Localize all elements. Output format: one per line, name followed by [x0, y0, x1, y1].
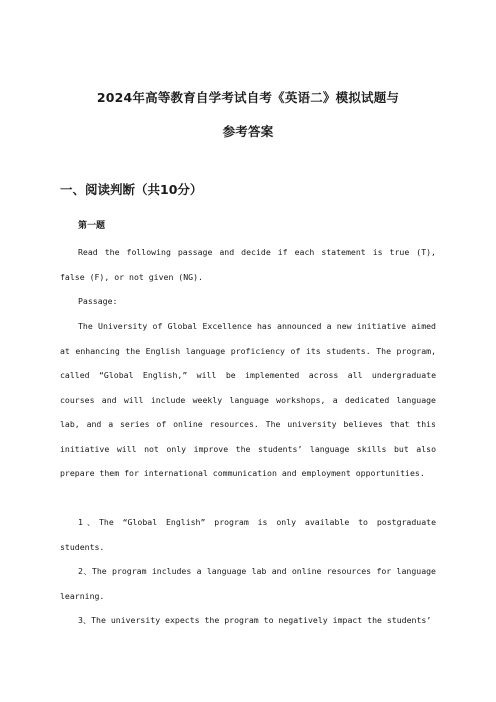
passage-text: The University of Global Excellence has announced a new initiative aimed at enhancing the English language proficiency of its students. The program, called “Global English,” will be implemented across all undergraduate courses and will include weekly language workshops, a dedicated language lab, and a series of online resources. The university believes that this initiative will not only improve the students’ language skills but also prepare them for international communication and employment opportunities.: [60, 321, 436, 478]
statement-1: [60, 510, 436, 559]
instruction-text: Read the following passage and decide if each statement is true (T), false (F), or not given (NG).: [60, 247, 436, 282]
statement-2: [60, 559, 436, 608]
statement-3-text: 3、The university expects the program to negatively impact the students’: [78, 615, 432, 625]
passage-paragraph: [60, 314, 436, 486]
statement-2-text: 2、The program includes a language lab and online resources for language learning.: [60, 566, 436, 601]
passage-label: Passage:: [78, 296, 118, 306]
document-title-line-2: 参考答案: [222, 124, 274, 139]
document-title-line-1: 2024年高等教育自学考试自考《英语二》模拟试题与: [96, 90, 400, 105]
section-heading: 一、阅读判断（共10分）: [60, 182, 203, 197]
statement-1-text: 1、The “Global English” program is only available to postgraduate students.: [60, 517, 436, 552]
question-heading: 第一题: [78, 221, 106, 231]
statement-3: [60, 608, 436, 633]
passage-label-paragraph: [60, 289, 436, 314]
instruction-paragraph: [60, 240, 436, 289]
